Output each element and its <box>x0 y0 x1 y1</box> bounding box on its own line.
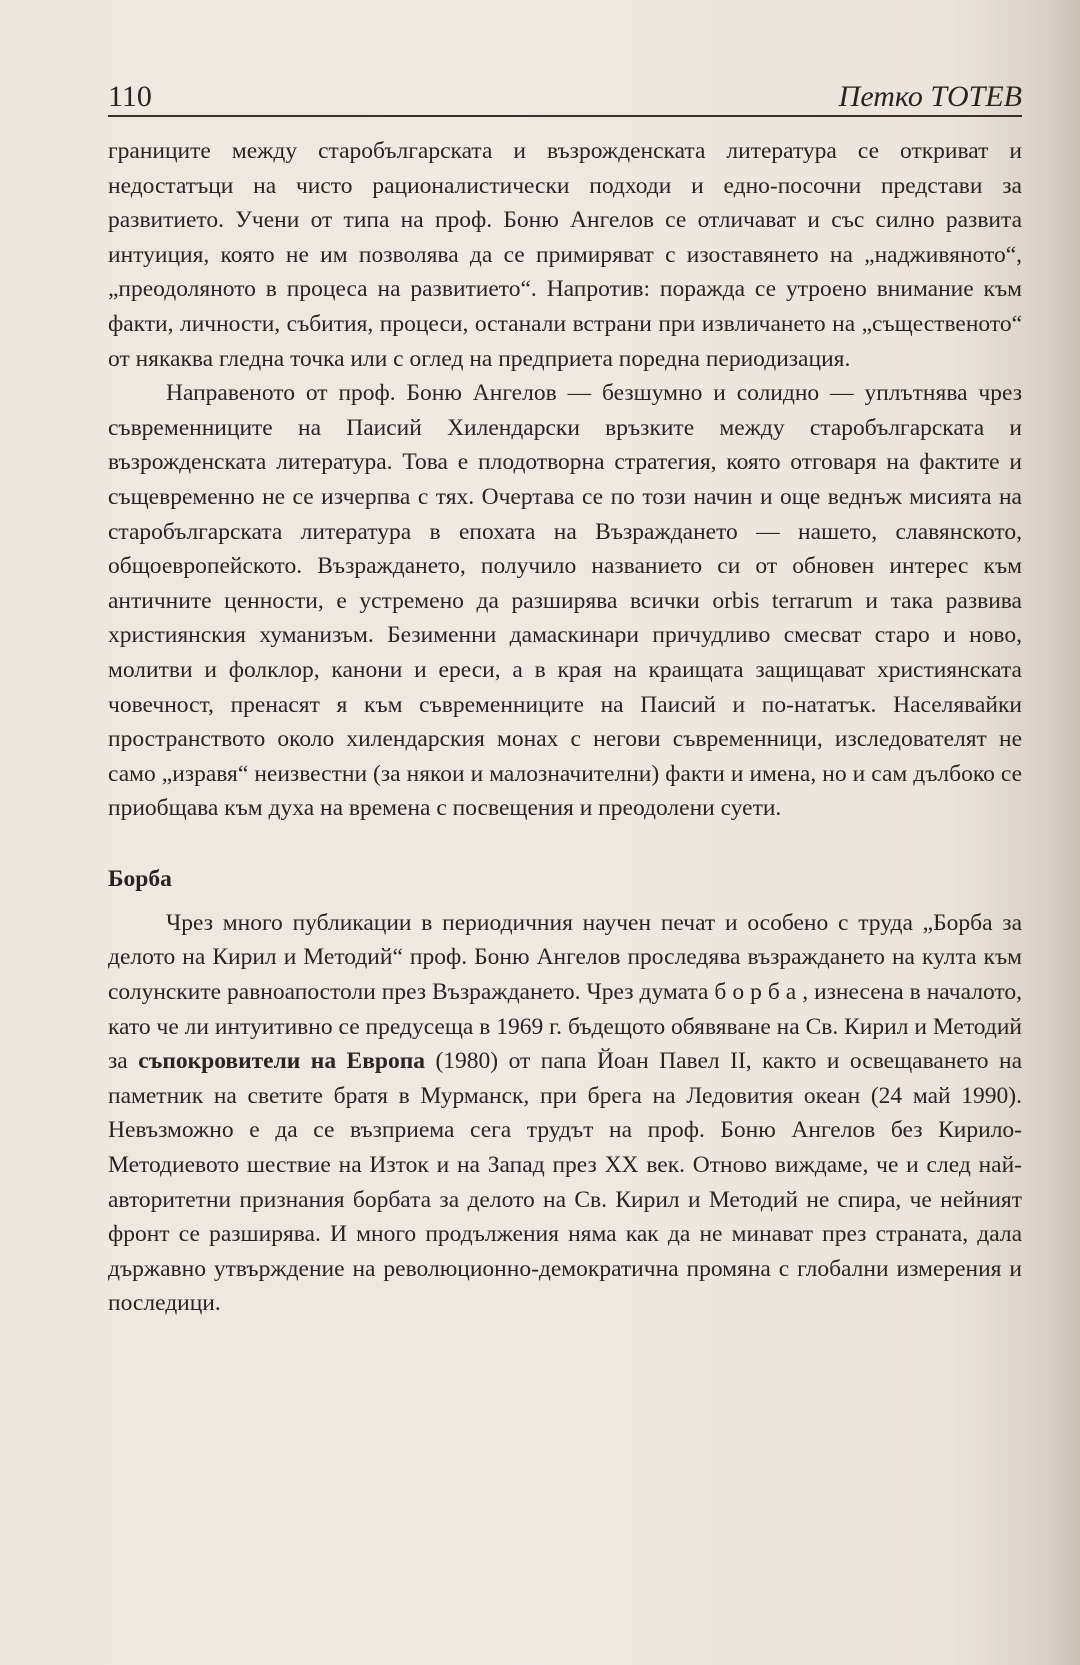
page-body <box>108 134 1022 1321</box>
paragraph: Направеното от проф. Боню Ангелов — безшумно и солидно — уплътнява чрез съвременниците на Паисий Хилендарски връзките между старобългарската и възрожденската литература. Това е плодотворна стратегия, която отговаря на фактите и същевременно не се изчерпва с тях. Очертава се по този начин и още веднъж мисията на старобългарската литература в епохата на Възраждането — нашето, славянското, общоевропейското. Възраждането, получило названието си от обновен интерес към античните ценности, е устремено да разширява всички orbis terrarum и така развива християнския хуманизъм. Безименни дамаскинари причудливо смесват старо и ново, молитви и фолклор, канони и ереси, а в края на краищата защищават християнската човечност, пренасят я към съвременниците на Паисий и по-нататък. Населявайки пространството около хилендарския монах с негови съвременници, изследователят не само „изравя“ неизвестни (за някои и малозначителни) факти и имена, но и сам дълбоко се приобщава към духа на времена с посвещения и преодолени суети. <box>108 380 1022 822</box>
bold-emphasis: съпокровители на Европа <box>138 1048 426 1075</box>
paragraph-continued: границите между старобългарската и възрожденската литература се откриват и недостатъци на чисто рационалистически подходи и едно-посочни представи за развитието. Учени от типа на проф. Боню Ангелов се отличават и със силно развита интуиция, която не им позволява да се примиряват с изоставянето на „надживяното“, „преодоляното в процеса на развитието“. Напротив: поражда се утроено внимание към факти, личности, събития, процеси, останали встрани при извличането на „същественото“ от някаква гледна точка или с оглед на предприета поредна периодизация. <box>108 138 1022 372</box>
page-number: 110 <box>108 80 152 113</box>
section-paragraph-text: , изнесена в началото, като че ли интуитивно се предусеща в 1969 г. бъдещото обявяване на Св. Кирил и Методий за <box>108 979 1022 1075</box>
running-head-author: Петко ТОТЕВ <box>838 80 1022 113</box>
section-paragraph-text: (1980) от папа Йоан Павел II, както и освещаването на паметник на светите братя в Мурманск, при брега на Ледовития океан (24 май 1990). Невъзможно е да се възприема сега трудът на проф. Боню Ангелов без Кирило-Методиевото шествие на Изток и на Запад през XX век. Отново виждаме, че и след най-авторитетни признания борбата за делото на Св. Кирил и Методий не спира, че нейният фронт се разширява. И много продължения няма как да не минават през страната, дала държавно утвърждение на революционно-демократична промяна с глобални измерения и последици. <box>108 1048 1023 1317</box>
section-paragraph <box>108 906 1022 1321</box>
section-paragraph-text: Чрез много публикации в периодичния научен печат и особено с труда „Борба за делото на Кирил и Методий“ проф. Боню Ангелов проследява възраждането на култа към солунските равноапостоли през Възраждането. Чрез думата <box>108 909 1022 1006</box>
page-header <box>108 76 1022 117</box>
section-heading: Борба <box>108 865 172 892</box>
spaced-emphasis-word: борба <box>714 979 803 1006</box>
